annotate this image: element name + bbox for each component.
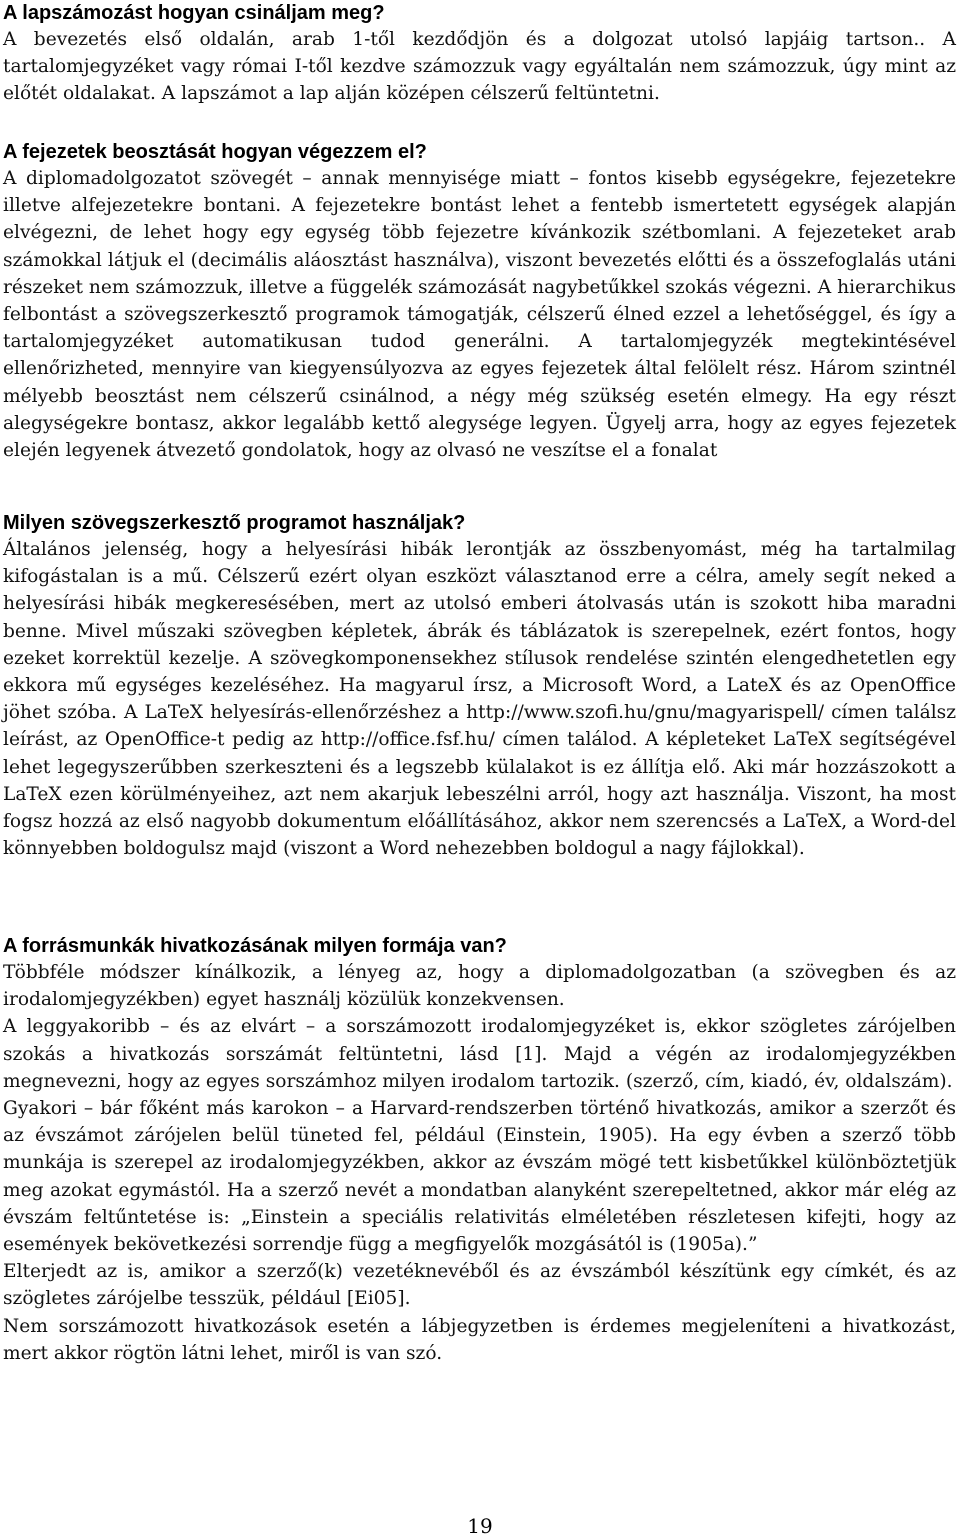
section-citations	[3, 933, 956, 1367]
section-heading: A forrásmunkák hivatkozásának milyen formája van?	[3, 935, 507, 957]
page-number: 19	[467, 1514, 493, 1538]
section-paragraph: Gyakori – bár főként más karokon – a Harvard-rendszerben történő hivatkozás, amikor a szerzőt és az évszámot zárójelen belül tüneted fel, például (Einstein, 1905). Ha egy évben a szerző több munkája is szerepel az irodalomjegyzékben, akkor az évszám mögé tett kisbetűkkel különböztetjük meg azokat egymástól. Ha a szerző nevét a mondatban alanyként szerepeltetned, akkor már elég az évszám feltűntetése is: „Einstein a speciális relativitás elméletében részletesen kifejti, hogy az események bekövetkezési sorrendje függ a megfigyelők mozgásától is (1905a).”	[3, 1098, 956, 1256]
section-page-numbering	[3, 0, 956, 108]
section-paragraph: A bevezetés első oldalán, arab 1-től kezdődjön és a dolgozat utolsó lapjáig tartson.. A tartalomjegyzéket vagy római I-től kezdve számozzuk vagy egyáltalán nem számozzuk, úgy mint az előtét oldalakat. A lapszámot a lap alján középen célszerű feltüntetni.	[3, 29, 956, 105]
section-paragraph: Elterjedt az is, amikor a szerző(k) vezetéknevéből és az évszámból készítünk egy címkét, és az szögletes zárójelbe tesszük, például [Ei05].	[3, 1261, 956, 1310]
section-word-processor	[3, 510, 956, 862]
section-heading: A lapszámozást hogyan csináljam meg?	[3, 2, 385, 24]
section-paragraph: Nem sorszámozott hivatkozások esetén a lábjegyzetben is érdemes megjeleníteni a hivatkozást, mert akkor rögtön látni lehet, miről is van szó.	[3, 1315, 956, 1364]
section-paragraph: Többféle módszer kínálkozik, a lényeg az, hogy a diplomadolgozatban (a szövegben és az irodalomjegyzékben) egyet használj közülük konzekvensen.	[3, 962, 956, 1011]
section-paragraph: A diplomadolgozatot szövegét – annak mennyisége miatt – fontos kisebb egységekre, fejezetekre illetve alfejezetekre bontani. A fejezetekre bontást lehet a fentebb ismertetett egységek alapján elvégezni, de lehet hogy egy egység több fejezetre kívánkozik szétbomlani. A fejezeteket arab számokkal látjuk el (decimális aláosztást használva), viszont bevezetés előtti és a összefoglalás utáni részeket nem számozzuk, illetve a függelék számozását nagybetűkkel szokás végezni. A hierarchikus felbontást a szövegszerkesztő programok támogatják, célszerű élned ezzel a lehetőséggel, és így a tartalomjegyzéket automatikusan tudod generálni. A tartalomjegyzék megtekintésével ellenőrizheted, mennyire van kiegyensúlyozva az egyes fejezetek által felölelt rész. Három szintnél mélyebb beosztást nem célszerű csinálnod, a négy még szükség esetén elmegy. Ha egy részt alegységekre bontasz, akkor legalább kettő alegysége legyen. Ügyelj arra, hogy az egyes fejezetek elején legyenek átvezető gondolatok, hogy az olvasó ne veszítse el a fonalat	[3, 168, 956, 462]
section-paragraph: Általános jelenség, hogy a helyesírási hibák lerontják az összbenyomást, még ha tartalmilag kifogástalan is a mű. Célszerű ezért olyan eszközt választanod erre a célra, amely segít neked a helyesírási hibák megkeresésében, mert az utolsó emberi átolvasás után is szokott hiba maradni benne. Mivel műszaki szövegben képletek, ábrák és táblázatok is szerepelnek, ezért fontos, hogy ezeket korrektül kezelje. A szövegkomponensekhez stílusok rendelése szintén elengedhetetlen egy ekkora mű egységes kezeléséhez. Ha magyarul írsz, a Microsoft Word, a LateX és az OpenOffice jöhet szóba. A LaTeX helyesírás-ellenőrzéshez a http://www.szofi.hu/gnu/magyarispell/ címen találsz leírást, az OpenOffice-t pedig az http://office.fsf.hu/ címen találod. A képleteket LaTeX segítségével lehet legegyszerűbben szerkeszteni és a legszebb külalakot is ez állítja elő. Aki már hozzászokott a LaTeX ezen körülményeihez, azt nem akarjuk lebeszélni arról, hogy azt használja. Viszont, ha most fogsz hozzá az első nagyobb dokumentum előállításához, akkor nem szerencsés a LaTeX, a Word-del könnyebben boldogulsz majd (viszont a Word nehezebben boldogul a nagy fájlokkal).	[3, 539, 956, 860]
section-chapter-structure	[3, 139, 956, 464]
section-paragraph: A leggyakoribb – és az elvárt – a sorszámozott irodalomjegyzéket is, ekkor szögletes zárójelben szokás a hivatkozás sorszámát feltüntetni, lásd [1]. Majd a végén az irodalomjegyzékben megnevezni, hogy az egyes sorszámhoz milyen irodalom tartozik. (szerző, cím, kiadó, év, oldalszám).	[3, 1016, 956, 1092]
section-heading: A fejezetek beosztását hogyan végezzem el?	[3, 141, 427, 163]
section-heading: Milyen szövegszerkesztő programot használjak?	[3, 512, 466, 534]
